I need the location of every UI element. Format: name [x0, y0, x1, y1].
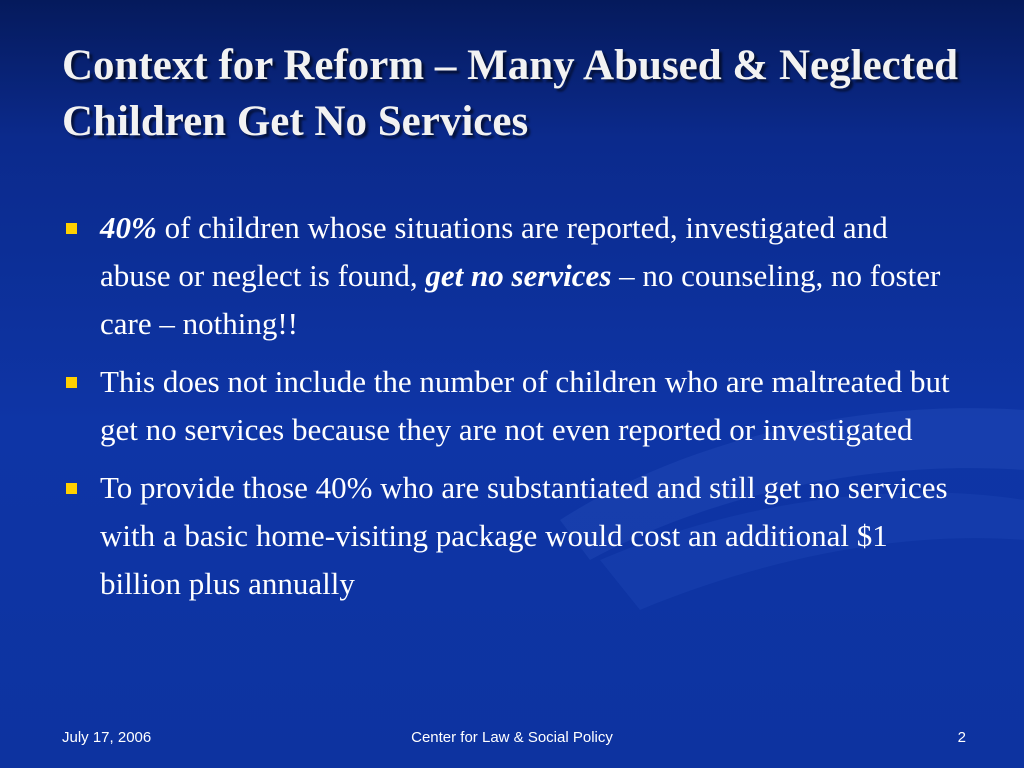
- bullet-text: To provide those 40% who are substantiated and still get no services with a basic home-visiting package would cost an additional $1 billion plus annually: [100, 470, 948, 601]
- bullet-square-icon: [66, 223, 77, 234]
- bullet-text: – no counseling, no foster care – nothing!!: [100, 258, 941, 341]
- bullet-list: [62, 204, 962, 618]
- bullet-emphasis: get no services: [425, 258, 612, 293]
- bullet-text: This does not include the number of children who are maltreated but get no services because they are not even reported or investigated: [100, 364, 950, 447]
- bullet-item: [62, 204, 962, 348]
- bullet-emphasis: 40%: [100, 210, 157, 245]
- footer-organization: Center for Law & Social Policy: [411, 729, 613, 746]
- bullet-item: [62, 464, 962, 608]
- bullet-text: of children whose situations are reported, investigated and abuse or neglect is found,: [100, 210, 888, 293]
- bullet-square-icon: [66, 483, 77, 494]
- bullet-item: [62, 358, 962, 454]
- footer-date: July 17, 2006: [62, 729, 152, 746]
- page-number: 2: [957, 729, 966, 746]
- bullet-square-icon: [66, 377, 77, 388]
- slide-title: Context for Reform – Many Abused & Neglected Children Get No Services: [62, 42, 959, 145]
